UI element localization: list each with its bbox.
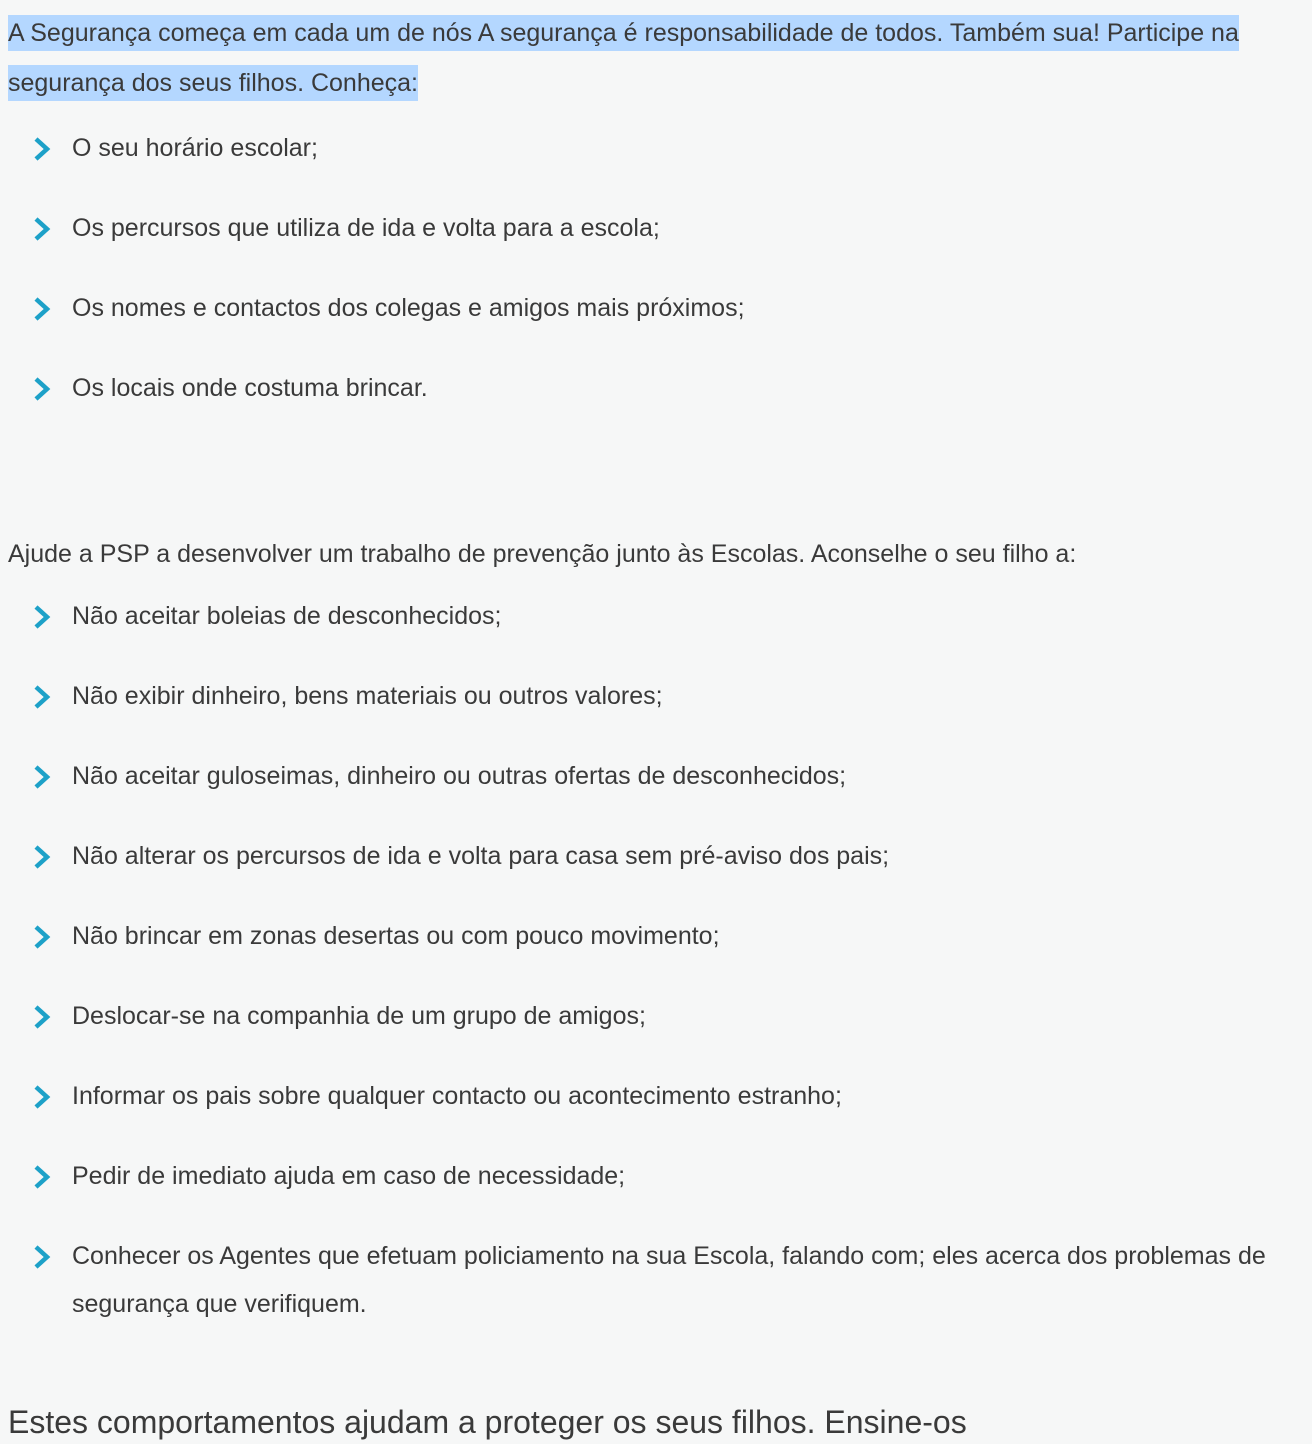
chevron-right-icon bbox=[28, 1084, 54, 1110]
list-item bbox=[8, 284, 1308, 332]
list-item bbox=[8, 1152, 1308, 1200]
chevron-right-icon bbox=[28, 296, 54, 322]
article-content bbox=[8, 8, 1308, 1440]
chevron-right-icon bbox=[28, 1004, 54, 1030]
list-item bbox=[8, 912, 1308, 960]
list-item bbox=[8, 592, 1308, 640]
chevron-right-icon bbox=[28, 604, 54, 630]
list-item-text: Os percursos que utiliza de ida e volta para a escola; bbox=[72, 214, 660, 242]
list-item bbox=[8, 672, 1308, 720]
list-item-text: Não alterar os percursos de ida e volta para casa sem pré-aviso dos pais; bbox=[72, 842, 890, 870]
list-item bbox=[8, 1072, 1308, 1120]
list-item-text: Não brincar em zonas desertas ou com pouco movimento; bbox=[72, 922, 720, 950]
list-item bbox=[8, 1232, 1308, 1328]
advice-list bbox=[8, 592, 1308, 1360]
list-item-text: O seu horário escolar; bbox=[72, 134, 318, 162]
chevron-right-icon bbox=[28, 924, 54, 950]
list-item-text: Os nomes e contactos dos colegas e amigos mais próximos; bbox=[72, 294, 745, 322]
list-item-text: Conhecer os Agentes que efetuam policiamento na sua Escola, falando com; eles acerca dos problemas de segurança que verifiquem. bbox=[72, 1242, 1266, 1318]
list-item-text: Não aceitar guloseimas, dinheiro ou outras ofertas de desconhecidos; bbox=[72, 762, 847, 790]
selected-text[interactable]: A Segurança começa em cada um de nós A segurança é responsabilidade de todos. Também sua! Participe na segurança dos seus filhos. Conheça: bbox=[8, 15, 1239, 101]
chevron-right-icon bbox=[28, 376, 54, 402]
intro-paragraph bbox=[8, 8, 1298, 108]
list-item-text: Pedir de imediato ajuda em caso de necessidade; bbox=[72, 1162, 626, 1190]
chevron-right-icon bbox=[28, 1164, 54, 1190]
chevron-right-icon bbox=[28, 1244, 54, 1270]
chevron-right-icon bbox=[28, 216, 54, 242]
advice-paragraph: Ajude a PSP a desenvolver um trabalho de prevenção junto às Escolas. Aconselhe o seu filho a: bbox=[8, 540, 1077, 568]
list-item-text: Deslocar-se na companhia de um grupo de amigos; bbox=[72, 1002, 646, 1030]
list-item bbox=[8, 832, 1308, 880]
know-list bbox=[8, 124, 1308, 412]
list-item bbox=[8, 124, 1308, 172]
list-item bbox=[8, 204, 1308, 252]
list-item bbox=[8, 992, 1308, 1040]
list-item bbox=[8, 364, 1308, 412]
chevron-right-icon bbox=[28, 764, 54, 790]
list-item-text: Não exibir dinheiro, bens materiais ou outros valores; bbox=[72, 682, 663, 710]
chevron-right-icon bbox=[28, 684, 54, 710]
list-item-text: Informar os pais sobre qualquer contacto ou acontecimento estranho; bbox=[72, 1082, 842, 1110]
closing-heading: Estes comportamentos ajudam a proteger os seus filhos. Ensine-os bbox=[8, 1404, 967, 1440]
list-item bbox=[8, 752, 1308, 800]
chevron-right-icon bbox=[28, 844, 54, 870]
list-item-text: Os locais onde costuma brincar. bbox=[72, 374, 428, 402]
chevron-right-icon bbox=[28, 136, 54, 162]
list-item-text: Não aceitar boleias de desconhecidos; bbox=[72, 602, 502, 630]
